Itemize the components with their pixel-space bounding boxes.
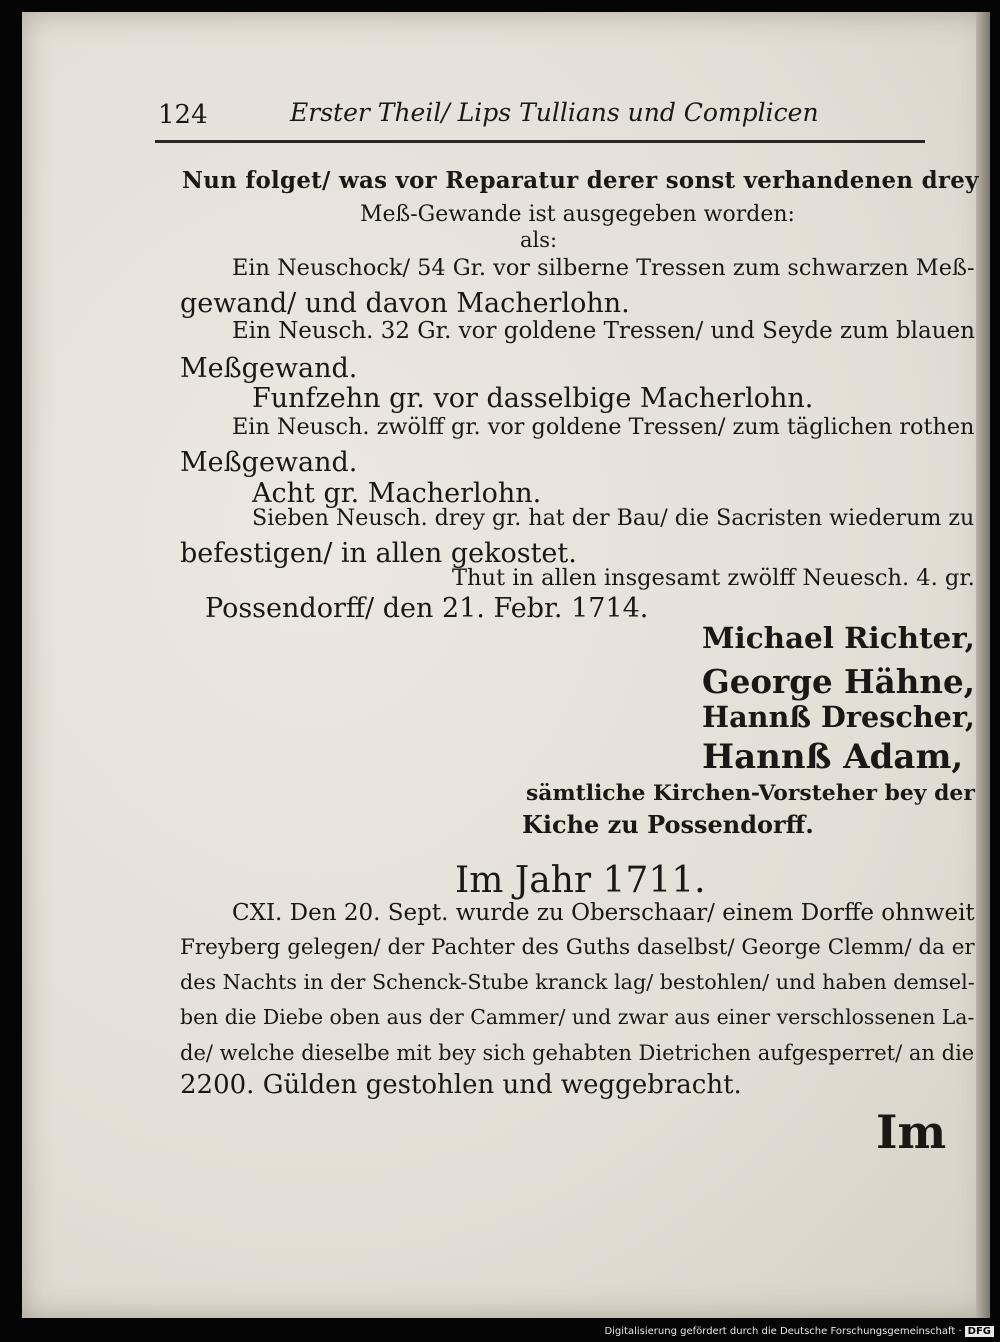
item-line: Funfzehn gr. vor dasselbige Macherlohn. [252, 383, 814, 414]
total-line: Thut in allen insgesamt zwölff Neuesch. 4. gr. [452, 565, 975, 591]
signature-name: Hannß Adam, [702, 737, 964, 777]
dfg-logo: DFG [965, 1326, 994, 1337]
item-line: Sieben Neusch. drey gr. hat der Bau/ die Sacristen wiederum zu [252, 505, 975, 531]
paragraph-line: de/ welche dieselbe mit bey sich gehabten Dietrichen aufgesperret/ an die [180, 1040, 975, 1065]
signature-title-2: Kiche zu Possendorff. [522, 810, 814, 839]
heading-line-1: Nun folget/ was vor Reparatur derer sonst verhandenen drey [182, 168, 979, 194]
signature-title-1: sämtliche Kirchen-Vorsteher bey der [526, 780, 975, 806]
item-line: Meßgewand. [180, 447, 358, 478]
page-edge [976, 12, 990, 1318]
running-title: Erster Theil/ Lips Tullians und Complicen [290, 98, 819, 127]
item-line: gewand/ und davon Macherlohn. [180, 288, 630, 319]
paragraph-line: CXI. Den 20. Sept. wurde zu Oberschaar/ einem Dorffe ohnweit [232, 900, 975, 926]
credit-text: Digitalisierung gefördert durch die Deutsche Forschungsgemeinschaft · [604, 1326, 962, 1337]
paragraph-line: des Nachts in der Schenck-Stube kranck lag/ bestohlen/ und haben demsel- [180, 970, 975, 994]
item-line: Meßgewand. [180, 353, 358, 384]
item-line: Ein Neusch. 32 Gr. vor goldene Tressen/ und Seyde zum blauen [232, 318, 975, 344]
signature-name: George Hähne, [702, 662, 975, 701]
heading-line-2: Meß-Gewande ist ausgegeben worden: [360, 202, 795, 227]
paragraph-line: Freyberg gelegen/ der Pachter des Guths daselbst/ George Clemm/ da er [180, 935, 975, 960]
heading-line-3: als: [520, 228, 558, 252]
header-rule [155, 140, 925, 143]
item-line: Ein Neuschock/ 54 Gr. vor silberne Tressen zum schwarzen Meß- [232, 255, 975, 281]
signature-name: Hannß Drescher, [702, 700, 975, 734]
item-line: Ein Neusch. zwölff gr. vor goldene Tressen/ zum täglichen rothen [232, 414, 975, 440]
page-number: 124 [158, 100, 208, 130]
digitization-credit [604, 1326, 994, 1337]
catchword: Im [876, 1105, 947, 1159]
paragraph-line: 2200. Gülden gestohlen und weggebracht. [180, 1070, 742, 1100]
year-heading: Im Jahr 1711. [455, 860, 706, 901]
dateline: Possendorff/ den 21. Febr. 1714. [205, 593, 649, 624]
signature-name: Michael Richter, [702, 620, 975, 655]
paragraph-line: ben die Diebe oben aus der Cammer/ und zwar aus einer verschlossenen La- [180, 1005, 975, 1029]
item-line: befestigen/ in allen gekostet. [180, 538, 577, 569]
item-line: Acht gr. Macherlohn. [252, 478, 542, 509]
